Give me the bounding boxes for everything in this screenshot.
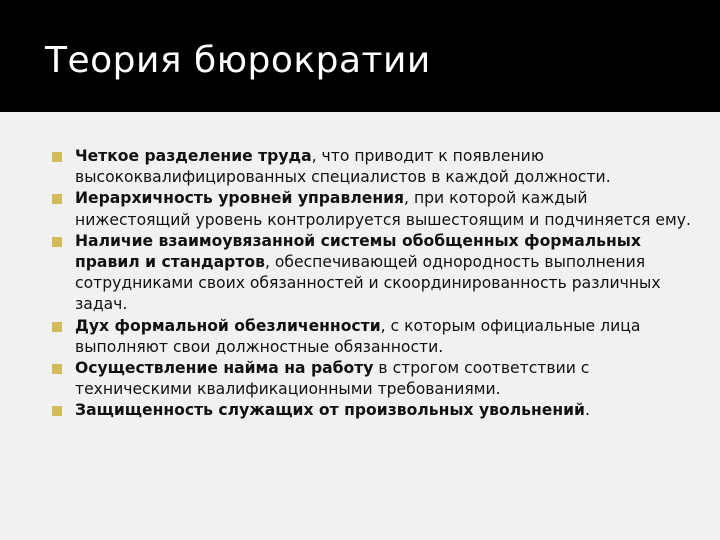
square-bullet-icon: [52, 322, 62, 332]
square-bullet-icon: [52, 406, 62, 416]
bullet-bold-text: Осуществление найма на работу: [75, 359, 374, 378]
list-item: [52, 316, 692, 358]
square-bullet-icon: [52, 194, 62, 204]
list-item: [52, 400, 692, 421]
bullet-text: [75, 317, 640, 356]
bullet-text: [75, 189, 691, 228]
bullet-bold-text: Дух формальной обезличенности: [75, 316, 381, 335]
bullet-text: [75, 232, 661, 314]
bullet-bold-text: Наличие взаимоувязанной системы обобщенных формальных правил и стандартов: [75, 231, 641, 272]
list-item: [52, 358, 692, 400]
bullet-rest-text: , с которым официальные лица выполняют свои должностные обязанности.: [75, 316, 641, 356]
bullet-list: [52, 146, 692, 422]
bullet-text: [75, 147, 611, 186]
list-item: [52, 188, 692, 230]
bullet-rest-text: , обеспечивающей однородность выполнения сотрудниками своих обязанностей и скоординированность различных задач.: [75, 253, 661, 314]
bullet-rest-text: в строгом соответствии с техническими квалификационными требованиями.: [75, 359, 590, 399]
bullet-rest-text: .: [584, 401, 590, 420]
bullet-bold-text: Иерархичность уровней управления: [75, 189, 405, 208]
list-item: [52, 231, 692, 316]
square-bullet-icon: [52, 152, 62, 162]
title-band: [0, 0, 720, 112]
bullet-text: [75, 359, 589, 398]
slide-title: Теория бюрократии: [45, 40, 431, 81]
square-bullet-icon: [52, 364, 62, 374]
bullet-rest-text: , при которой каждый нижестоящий уровень контролируется вышестоящим и подчиняется ему.: [75, 189, 691, 229]
bullet-bold-text: Четкое разделение труда: [75, 147, 312, 165]
bullet-bold-text: Защищенность служащих от произвольных увольнений: [75, 401, 585, 420]
list-item: [52, 146, 692, 188]
bullet-text: [75, 401, 590, 419]
square-bullet-icon: [52, 237, 62, 247]
bullet-rest-text: , что приводит к появлению высококвалифицированных специалистов в каждой должности.: [75, 147, 611, 187]
